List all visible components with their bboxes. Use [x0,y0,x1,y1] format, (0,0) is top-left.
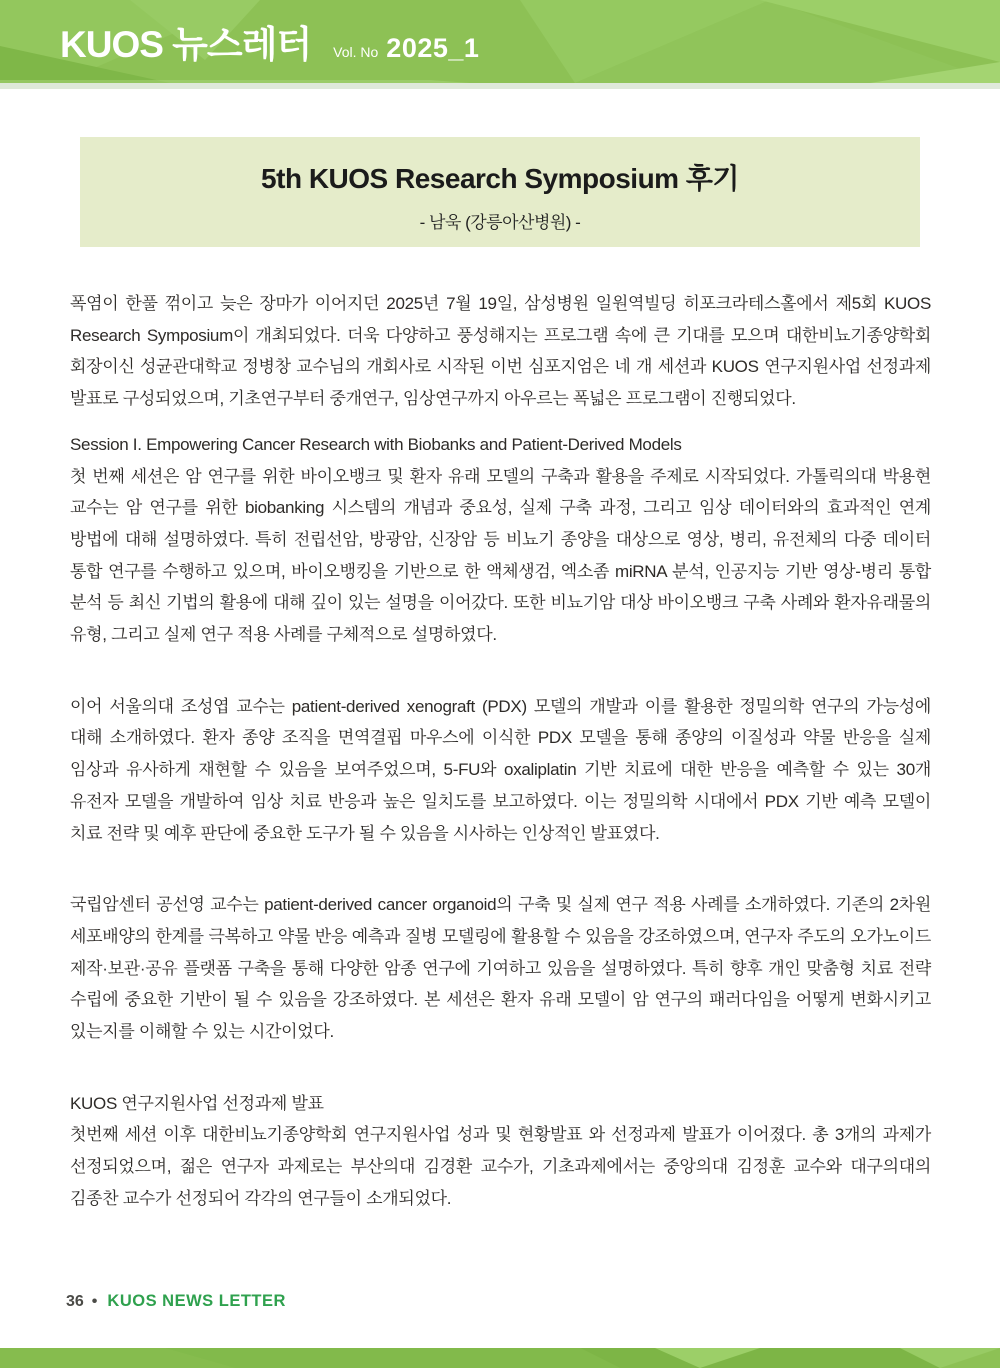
article-title-banner [80,137,920,247]
article-paragraph: 이어 서울의대 조성엽 교수는 patient-derived xenograft (PDX) 모델의 개발과 이를 활용한 정밀의학 연구의 가능성에 대해 소개하였다. 환자 종양 조직을 면역결핍 마우스에 이식한 PDX 모델을 통해 종양의 이질성과 약물 반응을 실제 임상과 유사하게 재현할 수 있음을 보여주었으며, 5-FU와 oxaliplatin 기반 치료에 대한 반응을 예측할 수 있는 30개 유전자 모델을 개발하여 임상 치료 반응과 높은 일치도를 보고하였다. 이는 정밀의학 시대에서 PDX 기반 예측 모델이 치료 전략 및 예후 판단에 중요한 도구가 될 수 있음을 시사하는 인상적인 발표였다. [70,696,931,843]
article-paragraph: 폭염이 한풀 꺾이고 늦은 장마가 이어지던 2025년 7월 19일, 삼성병원 일원역빌딩 히포크라테스홀에서 제5회 KUOS Research Symposium이 개최되었다. 더욱 다양하고 풍성해지는 프로그램 속에 큰 기대를 모으며 대한비뇨기종양학회 회장이신 성균관대학교 정병창 교수님의 개회사로 시작된 이번 심포지엄은 네 개 세션과 KUOS 연구지원사업 선정과제 발표로 구성되었으며, 기초연구부터 중개연구, 임상연구까지 아우르는 폭넓은 프로그램이 진행되었다. [70,294,931,409]
article-body [70,288,931,1215]
article-title: 5th KUOS Research Symposium 후기 [261,163,739,194]
footer-separator-dot: • [91,1293,98,1310]
article-paragraph: 첫번째 세션 이후 대한비뇨기종양학회 연구지원사업 성과 및 현황발표 와 선정과제 발표가 이어졌다. 총 3개의 과제가 선정되었으며, 젊은 연구자 과제로는 부산의대 김경환 교수가, 기초과제에서는 중앙의대 김정훈 교수와 대구의대의 김종찬 교수가 선정되어 각각의 연구들이 소개되었다. [70,1125,931,1208]
article-section-heading: KUOS 연구지원사업 선정과제 발표 [70,1093,324,1113]
header-text-group [60,14,479,68]
page-bottom-bar [0,1348,1000,1368]
footer-newsletter-label: KUOS NEWS LETTER [107,1292,286,1310]
volume-number: 2025_1 [386,33,480,63]
page-number: 36 [66,1293,84,1310]
page-footer [66,1292,286,1311]
page-header [0,0,1000,83]
newsletter-brand-title: KUOS 뉴스레터 [60,24,312,65]
article-paragraph: 국립암센터 공선영 교수는 patient-derived cancer organoid의 구축 및 실제 연구 적용 사례를 소개하였다. 기존의 2차원 세포배양의 한계를 극복하고 약물 반응 예측과 질병 모델링에 활용할 수 있음을 강조하였으며, 연구자 주도의 오가노이드 제작·보관·공유 플랫폼 구축을 통해 다양한 암종 연구에 기여하고 있음을 설명하였다. 특히 향후 개인 맞춤형 치료 전략 수립에 중요한 기반이 될 수 있음을 강조하였다. 본 세션은 환자 유래 모델이 암 연구의 패러다임을 어떻게 변화시키고 있는지를 이해할 수 있는 시간이었다. [70,895,931,1042]
volume-label: Vol. No [333,44,379,60]
bottom-bar-polygon-background [0,1348,1000,1368]
article-section-heading: Session I. Empowering Cancer Research with Biobanks and Patient-Derived Models [70,434,682,454]
article-paragraph: 첫 번째 세션은 암 연구를 위한 바이오뱅크 및 환자 유래 모델의 구축과 활용을 주제로 시작되었다. 가톨릭의대 박용현 교수는 암 연구를 위한 biobanking 시스템의 개념과 중요성, 실제 구축 과정, 그리고 임상 데이터와의 효과적인 연계 방법에 대해 설명하였다. 특히 전립선암, 방광암, 신장암 등 비뇨기 종양을 대상으로 영상, 병리, 유전체의 다중 데이터 통합 연구를 수행하고 있으며, 바이오뱅킹을 기반으로 한 액체생검, 엑소좀 miRNA 분석, 인공지능 기반 영상-병리 통합 분석 등 최신 기법의 활용에 대해 깊이 있는 설명을 이어갔다. 또한 비뇨기암 대상 바이오뱅크 구축 사례와 환자유래물의 유형, 그리고 실제 연구 적용 사례를 구체적으로 설명하였다. [70,466,931,645]
header-bottom-strip [0,83,1000,89]
article-author: - 남욱 (강릉아산병원) - [419,213,581,232]
